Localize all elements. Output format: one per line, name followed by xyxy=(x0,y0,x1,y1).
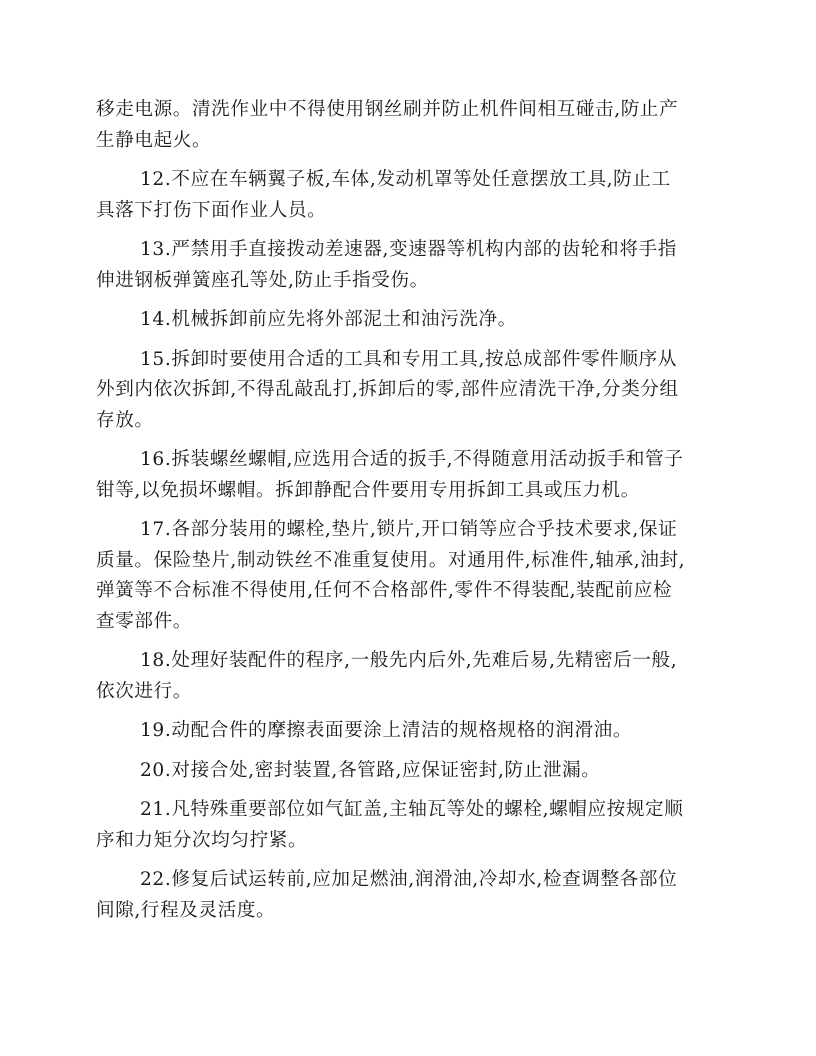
paragraph-item-17 xyxy=(96,515,720,637)
paragraph-continuation xyxy=(96,95,720,156)
text-line: 生静电起火。 xyxy=(96,129,212,151)
paragraph-item-22 xyxy=(96,865,720,926)
text-line: 序和力矩分次均匀拧紧。 xyxy=(96,829,308,851)
text-line: 18.处理好装配件的程序,一般先内后外,先难后易,先精密后一般, xyxy=(140,650,678,671)
document-page xyxy=(96,95,720,926)
text-line: 移走电源。清洗作业中不得使用钢丝刷并防止机件间相互碰击,防止产 xyxy=(96,99,679,120)
text-line: 14.机械拆卸前应先将外部泥土和油污洗净。 xyxy=(140,309,517,330)
paragraph-item-15 xyxy=(96,345,720,437)
text-line: 21.凡特殊重要部位如气缸盖,主轴瓦等处的螺栓,螺帽应按规定顺 xyxy=(140,799,684,820)
text-line: 20.对接合处,密封装置,各管路,应保证密封,防止泄漏。 xyxy=(140,759,601,781)
text-line: 弹簧等不合标准不得使用,任何不合格部件,零件不得装配,装配前应检 xyxy=(96,580,673,601)
text-line: 间隙,行程及灵活度。 xyxy=(96,899,276,921)
text-line: 外到内依次拆卸,不得乱敲乱打,拆卸后的零,部件应清洗干净,分类分组 xyxy=(96,379,679,400)
paragraph-item-21 xyxy=(96,795,720,856)
text-line: 具落下打伤下面作业人员。 xyxy=(96,199,327,221)
text-line: 12.不应在车辆翼子板,车体,发动机罩等处任意摆放工具,防止工 xyxy=(140,169,671,190)
text-line: 15.拆卸时要使用合适的工具和专用工具,按总成部件零件顺序从 xyxy=(140,348,677,370)
paragraph-item-13 xyxy=(96,235,720,296)
text-line: 19.动配合件的摩擦表面要涂上清洁的规格规格的润滑油。 xyxy=(140,720,633,741)
text-line: 依次进行。 xyxy=(96,680,192,702)
paragraph-item-14 xyxy=(96,305,720,336)
text-line: 质量。保险垫片,制动铁丝不准重复使用。对通用件,标准件,轴承,油封, xyxy=(96,549,686,571)
text-line: 钳等,以免损坏螺帽。拆卸静配合件要用专用拆卸工具或压力机。 xyxy=(96,479,640,501)
text-line: 16.拆装螺丝螺帽,应选用合适的扳手,不得随意用活动扳手和管子 xyxy=(140,449,684,470)
paragraph-item-20 xyxy=(96,756,720,787)
text-line: 22.修复后试运转前,应加足燃油,润滑油,冷却水,检查调整各部位 xyxy=(140,869,678,890)
text-line: 存放。 xyxy=(96,409,154,431)
paragraph-item-18 xyxy=(96,646,720,707)
text-line: 13.严禁用手直接拨动差速器,变速器等机构内部的齿轮和将手指 xyxy=(140,239,677,260)
paragraph-item-12 xyxy=(96,165,720,226)
text-line: 伸进钢板弹簧座孔等处,防止手指受伤。 xyxy=(96,269,429,291)
text-line: 17.各部分装用的螺栓,垫片,锁片,开口销等应合乎技术要求,保证 xyxy=(140,519,678,540)
paragraph-item-16 xyxy=(96,445,720,506)
text-line: 查零部件。 xyxy=(96,610,192,632)
paragraph-item-19 xyxy=(96,716,720,747)
